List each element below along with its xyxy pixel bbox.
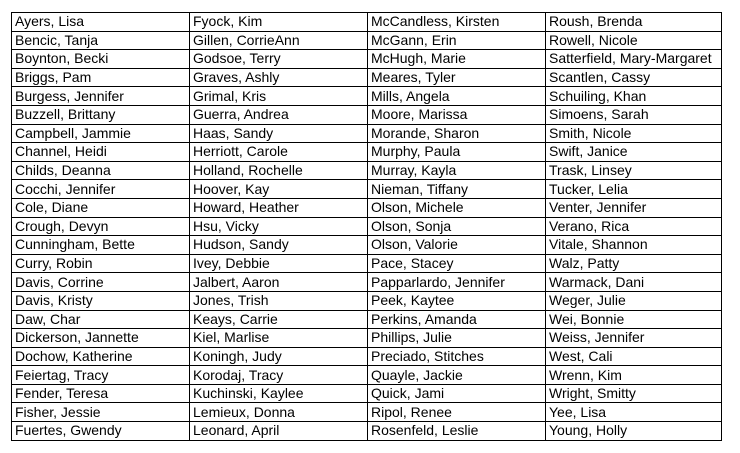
name-cell: Jalbert, Aaron bbox=[190, 273, 368, 292]
name-cell: Feiertag, Tracy bbox=[12, 366, 190, 385]
name-cell: Leonard, April bbox=[190, 422, 368, 441]
name-cell: Olson, Michele bbox=[368, 198, 546, 217]
table-row bbox=[12, 310, 722, 329]
table-row bbox=[12, 403, 722, 422]
name-cell: Wright, Smitty bbox=[546, 384, 722, 403]
name-cell: Weiss, Jennifer bbox=[546, 329, 722, 348]
name-cell: Wrenn, Kim bbox=[546, 366, 722, 385]
table-row bbox=[12, 124, 722, 143]
name-cell: Verano, Rica bbox=[546, 217, 722, 236]
name-cell: Young, Holly bbox=[546, 422, 722, 441]
name-cell: Curry, Robin bbox=[12, 254, 190, 273]
name-cell: Dickerson, Jannette bbox=[12, 329, 190, 348]
name-cell: Burgess, Jennifer bbox=[12, 87, 190, 106]
name-cell: Quick, Jami bbox=[368, 384, 546, 403]
name-cell: Rosenfeld, Leslie bbox=[368, 422, 546, 441]
name-cell: Herriott, Carole bbox=[190, 143, 368, 162]
name-cell: Roush, Brenda bbox=[546, 13, 722, 32]
name-cell: Haas, Sandy bbox=[190, 124, 368, 143]
names-table-body bbox=[12, 13, 722, 441]
table-row bbox=[12, 366, 722, 385]
name-cell: Pace, Stacey bbox=[368, 254, 546, 273]
name-cell: Kuchinski, Kaylee bbox=[190, 384, 368, 403]
table-row bbox=[12, 273, 722, 292]
name-cell: Keays, Carrie bbox=[190, 310, 368, 329]
name-cell: Koningh, Judy bbox=[190, 347, 368, 366]
table-row bbox=[12, 87, 722, 106]
name-cell: Swift, Janice bbox=[546, 143, 722, 162]
name-cell: Simoens, Sarah bbox=[546, 105, 722, 124]
name-cell: Lemieux, Donna bbox=[190, 403, 368, 422]
name-cell: Grimal, Kris bbox=[190, 87, 368, 106]
name-cell: McHugh, Marie bbox=[368, 50, 546, 69]
name-cell: Ayers, Lisa bbox=[12, 13, 190, 32]
name-cell: Yee, Lisa bbox=[546, 403, 722, 422]
name-cell: Fuertes, Gwendy bbox=[12, 422, 190, 441]
table-row bbox=[12, 143, 722, 162]
table-row bbox=[12, 217, 722, 236]
name-cell: Venter, Jennifer bbox=[546, 198, 722, 217]
name-cell: Murray, Kayla bbox=[368, 161, 546, 180]
name-cell: Fisher, Jessie bbox=[12, 403, 190, 422]
name-cell: Peek, Kaytee bbox=[368, 291, 546, 310]
table-row bbox=[12, 198, 722, 217]
table-row bbox=[12, 422, 722, 441]
name-cell: Childs, Deanna bbox=[12, 161, 190, 180]
name-cell: Daw, Char bbox=[12, 310, 190, 329]
name-cell: Walz, Patty bbox=[546, 254, 722, 273]
name-cell: Gillen, CorrieAnn bbox=[190, 31, 368, 50]
name-cell: Davis, Corrine bbox=[12, 273, 190, 292]
name-cell: Fyock, Kim bbox=[190, 13, 368, 32]
name-cell: Weger, Julie bbox=[546, 291, 722, 310]
name-cell: Hoover, Kay bbox=[190, 180, 368, 199]
name-cell: Crough, Devyn bbox=[12, 217, 190, 236]
name-cell: Hsu, Vicky bbox=[190, 217, 368, 236]
name-cell: West, Cali bbox=[546, 347, 722, 366]
name-cell: Trask, Linsey bbox=[546, 161, 722, 180]
name-cell: Cocchi, Jennifer bbox=[12, 180, 190, 199]
name-cell: Holland, Rochelle bbox=[190, 161, 368, 180]
name-cell: Bencic, Tanja bbox=[12, 31, 190, 50]
name-cell: Boynton, Becki bbox=[12, 50, 190, 69]
table-row bbox=[12, 161, 722, 180]
name-cell: Perkins, Amanda bbox=[368, 310, 546, 329]
name-cell: Campbell, Jammie bbox=[12, 124, 190, 143]
name-cell: Schuiling, Khan bbox=[546, 87, 722, 106]
name-cell: Cunningham, Bette bbox=[12, 236, 190, 255]
name-cell: Ripol, Renee bbox=[368, 403, 546, 422]
name-cell: McGann, Erin bbox=[368, 31, 546, 50]
name-cell: Jones, Trish bbox=[190, 291, 368, 310]
name-cell: Davis, Kristy bbox=[12, 291, 190, 310]
name-cell: Warmack, Dani bbox=[546, 273, 722, 292]
name-cell: Scantlen, Cassy bbox=[546, 68, 722, 87]
table-row bbox=[12, 68, 722, 87]
table-row bbox=[12, 180, 722, 199]
table-row bbox=[12, 291, 722, 310]
name-cell: Murphy, Paula bbox=[368, 143, 546, 162]
name-cell: Wei, Bonnie bbox=[546, 310, 722, 329]
name-cell: Quayle, Jackie bbox=[368, 366, 546, 385]
name-cell: Buzzell, Brittany bbox=[12, 105, 190, 124]
name-cell: Morande, Sharon bbox=[368, 124, 546, 143]
name-cell: McCandless, Kirsten bbox=[368, 13, 546, 32]
table-row bbox=[12, 105, 722, 124]
name-cell: Dochow, Katherine bbox=[12, 347, 190, 366]
name-cell: Papparlardo, Jennifer bbox=[368, 273, 546, 292]
table-row bbox=[12, 254, 722, 273]
names-table bbox=[11, 12, 722, 441]
name-cell: Olson, Valorie bbox=[368, 236, 546, 255]
name-cell: Briggs, Pam bbox=[12, 68, 190, 87]
name-cell: Graves, Ashly bbox=[190, 68, 368, 87]
name-cell: Ivey, Debbie bbox=[190, 254, 368, 273]
name-cell: Vitale, Shannon bbox=[546, 236, 722, 255]
name-cell: Olson, Sonja bbox=[368, 217, 546, 236]
table-row bbox=[12, 236, 722, 255]
name-cell: Meares, Tyler bbox=[368, 68, 546, 87]
name-cell: Nieman, Tiffany bbox=[368, 180, 546, 199]
table-row bbox=[12, 13, 722, 32]
name-cell: Smith, Nicole bbox=[546, 124, 722, 143]
name-cell: Guerra, Andrea bbox=[190, 105, 368, 124]
name-cell: Godsoe, Terry bbox=[190, 50, 368, 69]
table-row bbox=[12, 384, 722, 403]
table-row bbox=[12, 31, 722, 50]
name-cell: Korodaj, Tracy bbox=[190, 366, 368, 385]
table-row bbox=[12, 347, 722, 366]
name-cell: Moore, Marissa bbox=[368, 105, 546, 124]
name-cell: Satterfield, Mary-Margaret bbox=[546, 50, 722, 69]
name-cell: Phillips, Julie bbox=[368, 329, 546, 348]
name-cell: Cole, Diane bbox=[12, 198, 190, 217]
table-row bbox=[12, 50, 722, 69]
name-cell: Fender, Teresa bbox=[12, 384, 190, 403]
name-cell: Tucker, Lelia bbox=[546, 180, 722, 199]
name-cell: Rowell, Nicole bbox=[546, 31, 722, 50]
name-cell: Mills, Angela bbox=[368, 87, 546, 106]
name-cell: Kiel, Marlise bbox=[190, 329, 368, 348]
name-cell: Preciado, Stitches bbox=[368, 347, 546, 366]
name-cell: Howard, Heather bbox=[190, 198, 368, 217]
table-row bbox=[12, 329, 722, 348]
name-cell: Channel, Heidi bbox=[12, 143, 190, 162]
name-cell: Hudson, Sandy bbox=[190, 236, 368, 255]
